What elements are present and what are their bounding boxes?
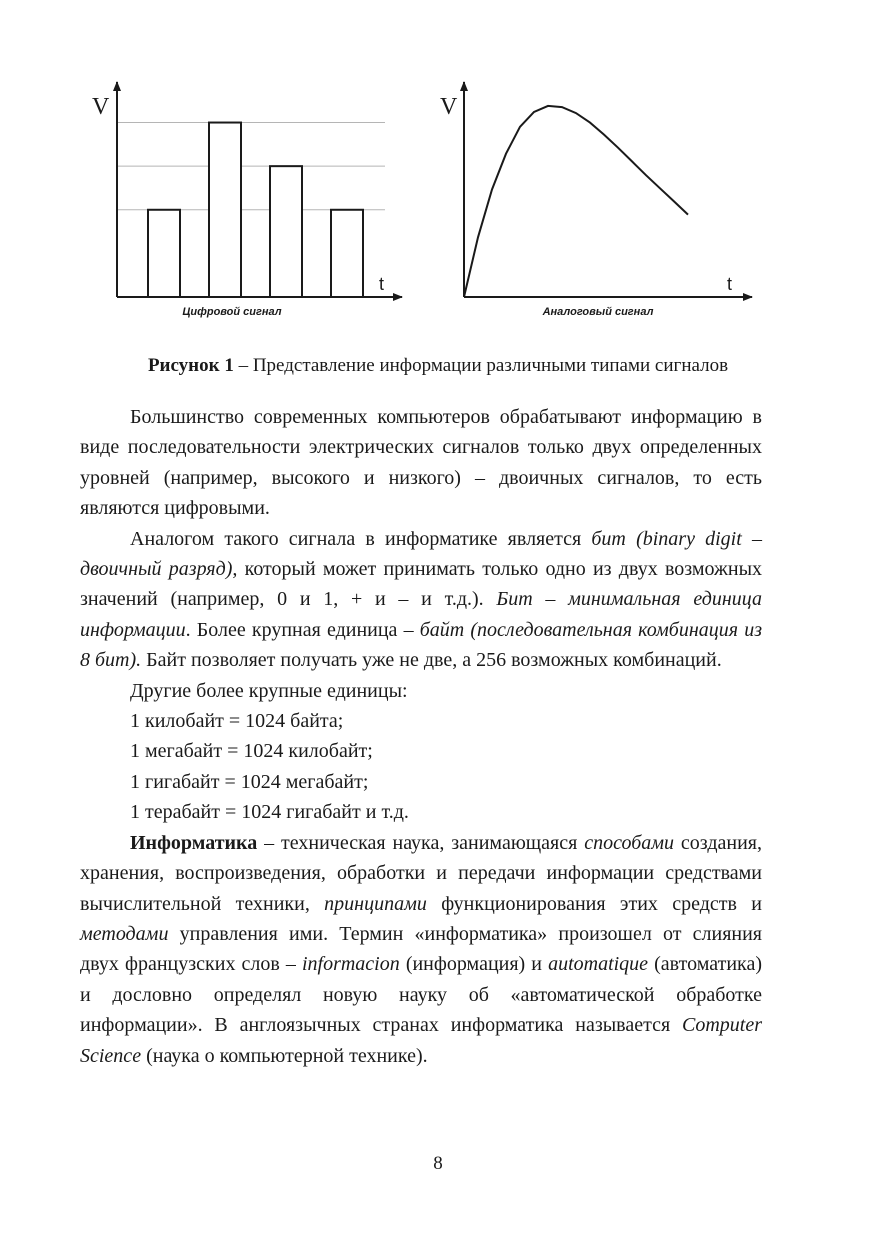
p2-t4: Байт позволяет получать уже не две, а 256 возможных комбинаций. bbox=[141, 649, 722, 672]
digital-grid bbox=[117, 123, 385, 210]
p3-term: Информатика bbox=[130, 831, 258, 854]
p3-t2: создания, хранения, воспроизведения, обработки и передачи информации средствами вычислительной техники, bbox=[80, 831, 762, 915]
paragraph-informatics bbox=[80, 828, 762, 1071]
units-intro: Другие более крупные единицы: bbox=[130, 679, 408, 702]
unit-gigabyte: 1 гигабайт = 1024 мегабайт; bbox=[130, 770, 369, 793]
figure-caption bbox=[0, 352, 876, 380]
p3-i4: informacion bbox=[301, 953, 400, 976]
p3-i5: automatique bbox=[548, 953, 649, 976]
analog-chart bbox=[440, 82, 752, 318]
digital-bar bbox=[331, 210, 363, 297]
unit-terabyte: 1 терабайт = 1024 гигабайт и т.д. bbox=[130, 801, 409, 824]
digital-x-label: t bbox=[379, 274, 385, 294]
p3-t7: (наука о компьютерной технике). bbox=[141, 1044, 428, 1067]
p3-t5: (информация) и bbox=[399, 953, 549, 976]
paragraph-digital-signals: Большинство современных компьютеров обрабатывают информацию в виде последовательности электрических сигналов только двух определенных уровней (например, высокого и низкого) – двоичных сигналов, то есть являются цифровыми. bbox=[80, 406, 762, 520]
p3-i1: способами bbox=[584, 831, 675, 854]
p3-t6: (автоматика) и дословно определял новую науку об «автоматической обработке информации». В англоязычных странах информатика называется bbox=[80, 953, 762, 1037]
page-number: 8 bbox=[433, 1153, 443, 1174]
digital-y-label: V bbox=[92, 94, 110, 120]
p3-i3: методами bbox=[80, 922, 169, 945]
p2-byte-term: байт (последовательная комбинация из 8 бит). bbox=[80, 618, 762, 672]
analog-y-label: V bbox=[440, 94, 458, 120]
p3-i2: принципами bbox=[324, 892, 427, 915]
p3-i6: Computer Science bbox=[80, 1014, 762, 1067]
unit-kilobyte: 1 килобайт = 1024 байта; bbox=[130, 710, 344, 733]
p2-bit-term: бит (binary digit – двоичный разряд), bbox=[80, 527, 762, 581]
p3-t1: – техническая наука, занимающаяся bbox=[257, 831, 585, 854]
p3-t3: функционирования этих средств и bbox=[426, 892, 762, 915]
p2-bit-definition: Бит – минимальная единица информации bbox=[80, 588, 762, 641]
analog-chart-title: Аналоговый сигнал bbox=[542, 306, 654, 318]
analog-curve bbox=[464, 106, 688, 297]
digital-chart bbox=[92, 82, 402, 318]
figure-svg bbox=[0, 0, 876, 340]
caption-text: – Представление информации различными типами сигналов bbox=[233, 355, 729, 376]
caption-label: Рисунок 1 bbox=[147, 355, 234, 376]
analog-x-label: t bbox=[727, 274, 733, 294]
digital-chart-title: Цифровой сигнал bbox=[182, 306, 282, 318]
p3-t4: управления ими. Термин «информатика» произошел от слияния двух французских слов – bbox=[80, 922, 762, 976]
unit-megabyte: 1 мегабайт = 1024 килобайт; bbox=[130, 740, 373, 763]
p2-t3: . Более крупная единица – bbox=[185, 618, 420, 641]
p2-t2: который может принимать только одно из двух возможных значений (например, 0 и 1, + и – и т.д.). bbox=[80, 558, 763, 611]
digital-bar bbox=[209, 123, 241, 297]
digital-bar bbox=[270, 166, 302, 297]
p2-t1: Аналогом такого сигнала в информатике является bbox=[130, 527, 592, 550]
digital-bar bbox=[148, 210, 180, 297]
paragraph-bit-byte bbox=[80, 524, 762, 676]
body-text bbox=[80, 402, 762, 1071]
figure bbox=[0, 0, 876, 340]
